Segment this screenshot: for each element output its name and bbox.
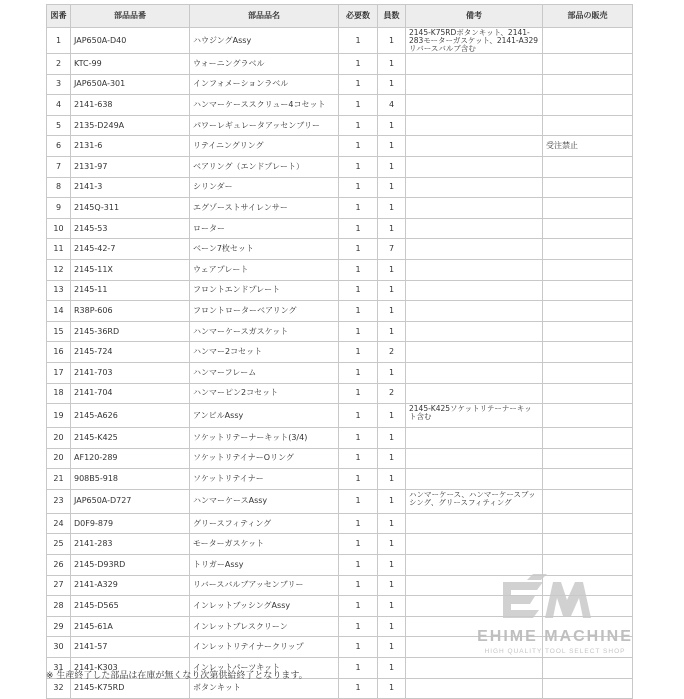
col-header-sale: 部品の販売 <box>543 5 633 28</box>
cell-quantity: 1 <box>378 259 406 280</box>
cell-required: 1 <box>339 136 378 157</box>
cell-sale <box>543 239 633 260</box>
cell-required: 1 <box>339 156 378 177</box>
cell-sale <box>543 513 633 534</box>
cell-sale <box>543 383 633 404</box>
cell-quantity: 1 <box>378 74 406 95</box>
cell-required: 1 <box>339 534 378 555</box>
cell-part-number: 2145-36RD <box>71 321 190 342</box>
cell-part-number: 2145-53 <box>71 218 190 239</box>
cell-quantity: 1 <box>378 534 406 555</box>
cell-required: 1 <box>339 28 378 54</box>
cell-sale <box>543 198 633 219</box>
cell-part-number: 2141-K303 <box>71 658 190 679</box>
cell-number: 3 <box>47 74 71 95</box>
cell-quantity: 1 <box>378 156 406 177</box>
cell-number: 4 <box>47 95 71 116</box>
col-header-part-name: 部品品名 <box>190 5 339 28</box>
cell-quantity: 1 <box>378 469 406 490</box>
cell-number: 25 <box>47 534 71 555</box>
cell-part-number: 2141-283 <box>71 534 190 555</box>
table-row <box>47 362 633 383</box>
cell-remarks <box>406 136 543 157</box>
cell-part-number: JAP650A-301 <box>71 74 190 95</box>
cell-remarks <box>406 54 543 75</box>
col-header-number: 図番 <box>47 5 71 28</box>
cell-quantity: 1 <box>378 404 406 428</box>
cell-quantity: 1 <box>378 115 406 136</box>
table-row <box>47 54 633 75</box>
cell-part-number: 2141-A329 <box>71 575 190 596</box>
table-row <box>47 198 633 219</box>
cell-part-name: ハンマーケースガスケット <box>190 321 339 342</box>
cell-part-number: 2131-97 <box>71 156 190 177</box>
cell-part-name: リテイニングリング <box>190 136 339 157</box>
cell-quantity: 1 <box>378 658 406 679</box>
cell-number: 31 <box>47 658 71 679</box>
cell-number: 19 <box>47 404 71 428</box>
cell-number: 8 <box>47 177 71 198</box>
cell-sale <box>543 177 633 198</box>
cell-sale <box>543 156 633 177</box>
cell-part-number: 2131-6 <box>71 136 190 157</box>
cell-remarks <box>406 678 543 699</box>
cell-number: 27 <box>47 575 71 596</box>
cell-remarks <box>406 156 543 177</box>
cell-remarks <box>406 362 543 383</box>
cell-remarks <box>406 448 543 469</box>
cell-sale <box>543 54 633 75</box>
cell-quantity: 1 <box>378 489 406 513</box>
cell-quantity: 1 <box>378 198 406 219</box>
cell-quantity: 1 <box>378 177 406 198</box>
cell-sale <box>543 301 633 322</box>
cell-required: 1 <box>339 678 378 699</box>
cell-remarks <box>406 95 543 116</box>
cell-part-number: R38P-606 <box>71 301 190 322</box>
cell-part-number: 2145-724 <box>71 342 190 363</box>
cell-part-number: 2145-K75RD <box>71 678 190 699</box>
cell-remarks <box>406 280 543 301</box>
cell-number: 17 <box>47 362 71 383</box>
cell-part-name: ハンマーピン2コセット <box>190 383 339 404</box>
cell-sale <box>543 74 633 95</box>
cell-remarks <box>406 342 543 363</box>
cell-required: 1 <box>339 404 378 428</box>
cell-quantity: 1 <box>378 428 406 449</box>
cell-quantity: 1 <box>378 596 406 617</box>
cell-required: 1 <box>339 489 378 513</box>
cell-part-name: ハウジングAssy <box>190 28 339 54</box>
cell-quantity: 2 <box>378 383 406 404</box>
table-row <box>47 534 633 555</box>
cell-required: 1 <box>339 428 378 449</box>
cell-number: 6 <box>47 136 71 157</box>
cell-part-name: ウォーニングラベル <box>190 54 339 75</box>
cell-part-number: 2141-703 <box>71 362 190 383</box>
cell-remarks <box>406 239 543 260</box>
cell-number: 1 <box>47 28 71 54</box>
cell-part-name: ボタンキット <box>190 678 339 699</box>
table-row <box>47 428 633 449</box>
cell-quantity: 4 <box>378 95 406 116</box>
cell-part-number: 2141-57 <box>71 637 190 658</box>
cell-part-number: 2141-638 <box>71 95 190 116</box>
cell-quantity: 1 <box>378 301 406 322</box>
cell-required: 1 <box>339 342 378 363</box>
cell-required: 1 <box>339 513 378 534</box>
table-row <box>47 301 633 322</box>
cell-sale <box>543 678 633 699</box>
cell-part-number: AF120-289 <box>71 448 190 469</box>
cell-number: 15 <box>47 321 71 342</box>
cell-part-name: ローター <box>190 218 339 239</box>
cell-part-number: D0F9-879 <box>71 513 190 534</box>
cell-quantity: 1 <box>378 678 406 699</box>
cell-sale <box>543 404 633 428</box>
cell-quantity: 1 <box>378 637 406 658</box>
cell-part-number: 2145-61A <box>71 616 190 637</box>
cell-required: 1 <box>339 616 378 637</box>
cell-sale <box>543 28 633 54</box>
cell-required: 1 <box>339 469 378 490</box>
cell-part-name: ソケットリテーナーキット(3/4) <box>190 428 339 449</box>
cell-required: 1 <box>339 54 378 75</box>
cell-remarks <box>406 177 543 198</box>
cell-required: 1 <box>339 362 378 383</box>
table-row <box>47 469 633 490</box>
cell-sale <box>543 95 633 116</box>
col-header-quantity: 員数 <box>378 5 406 28</box>
table-row <box>47 239 633 260</box>
brand-tagline: HIGH QUALITY TOOL SELECT SHOP <box>484 648 626 655</box>
col-header-remarks: 備考 <box>406 5 543 28</box>
cell-required: 1 <box>339 321 378 342</box>
cell-sale <box>543 321 633 342</box>
cell-sale <box>543 280 633 301</box>
cell-number: 28 <box>47 596 71 617</box>
cell-part-number: 2145-D93RD <box>71 555 190 576</box>
cell-part-number: 2145-11 <box>71 280 190 301</box>
cell-quantity: 1 <box>378 136 406 157</box>
cell-sale <box>543 469 633 490</box>
cell-quantity: 1 <box>378 28 406 54</box>
cell-quantity: 1 <box>378 362 406 383</box>
footnote: ※ 生産終了した部品は在庫が無くなり次第供給終了となります。 <box>46 671 308 681</box>
cell-part-name: ハンマーフレーム <box>190 362 339 383</box>
cell-remarks <box>406 555 543 576</box>
cell-number: 10 <box>47 218 71 239</box>
cell-part-number: JAP650A-D727 <box>71 489 190 513</box>
table-row <box>47 404 633 428</box>
cell-part-name: モーターガスケット <box>190 534 339 555</box>
cell-remarks <box>406 218 543 239</box>
table-row <box>47 321 633 342</box>
table-row <box>47 489 633 513</box>
table-row <box>47 513 633 534</box>
cell-remarks: ハンマーケース、ハンマーケースブッシング、グリースフィティング <box>406 489 543 513</box>
col-header-part-number: 部品品番 <box>71 5 190 28</box>
cell-number: 11 <box>47 239 71 260</box>
cell-remarks <box>406 301 543 322</box>
cell-required: 1 <box>339 95 378 116</box>
cell-sale <box>543 362 633 383</box>
cell-number: 13 <box>47 280 71 301</box>
table-row <box>47 342 633 363</box>
table-row <box>47 218 633 239</box>
cell-number: 32 <box>47 678 71 699</box>
cell-quantity: 1 <box>378 513 406 534</box>
cell-required: 1 <box>339 239 378 260</box>
cell-part-name: エグゾーストサイレンサー <box>190 198 339 219</box>
cell-part-number: 908B5-918 <box>71 469 190 490</box>
cell-part-name: インレットブッシングAssy <box>190 596 339 617</box>
cell-required: 1 <box>339 280 378 301</box>
cell-part-number: 2141-704 <box>71 383 190 404</box>
cell-part-number: 2145-D565 <box>71 596 190 617</box>
table-row <box>47 448 633 469</box>
cell-remarks: 2145-K75RDボタンキット、2141-283モーターガスケット、2141-A329リバースバルブ含む <box>406 28 543 54</box>
cell-number: 29 <box>47 616 71 637</box>
cell-part-name: ウェアプレート <box>190 259 339 280</box>
cell-remarks <box>406 469 543 490</box>
cell-part-number: KTC-99 <box>71 54 190 75</box>
cell-remarks <box>406 321 543 342</box>
cell-remarks <box>406 115 543 136</box>
cell-part-number: 2145-A626 <box>71 404 190 428</box>
cell-remarks: 2145-K425ソケットリテーナーキット含む <box>406 404 543 428</box>
cell-required: 1 <box>339 383 378 404</box>
cell-sale <box>543 555 633 576</box>
table-row <box>47 555 633 576</box>
cell-sale <box>543 259 633 280</box>
cell-number: 2 <box>47 54 71 75</box>
cell-quantity: 1 <box>378 321 406 342</box>
cell-part-number: JAP650A-D40 <box>71 28 190 54</box>
cell-part-name: フロントローターベアリング <box>190 301 339 322</box>
cell-number: 7 <box>47 156 71 177</box>
table-row <box>47 383 633 404</box>
cell-sale <box>543 448 633 469</box>
cell-part-number: 2145-42-7 <box>71 239 190 260</box>
cell-part-name: ハンマーケーススクリュー4コセット <box>190 95 339 116</box>
cell-required: 1 <box>339 177 378 198</box>
cell-required: 1 <box>339 575 378 596</box>
table-row <box>47 115 633 136</box>
brand-name: EHIME MACHINE <box>477 628 633 645</box>
cell-required: 1 <box>339 218 378 239</box>
cell-part-name: インレットリテイナークリップ <box>190 637 339 658</box>
watermark <box>467 574 643 664</box>
cell-part-name: インレットブレスクリーン <box>190 616 339 637</box>
table-header-row <box>47 5 633 28</box>
cell-remarks <box>406 74 543 95</box>
cell-required: 1 <box>339 637 378 658</box>
cell-remarks <box>406 198 543 219</box>
cell-required: 1 <box>339 448 378 469</box>
cell-part-name: ハンマー2コセット <box>190 342 339 363</box>
cell-part-name: ベアリング（エンドプレート） <box>190 156 339 177</box>
cell-number: 12 <box>47 259 71 280</box>
cell-quantity: 1 <box>378 555 406 576</box>
cell-quantity: 1 <box>378 54 406 75</box>
cell-part-name: グリースフィティング <box>190 513 339 534</box>
cell-sale <box>543 115 633 136</box>
cell-number: 9 <box>47 198 71 219</box>
cell-number: 16 <box>47 342 71 363</box>
cell-remarks <box>406 513 543 534</box>
table-row <box>47 259 633 280</box>
cell-quantity: 7 <box>378 239 406 260</box>
cell-sale <box>543 428 633 449</box>
cell-number: 18 <box>47 383 71 404</box>
cell-part-name: ソケットリテイナー <box>190 469 339 490</box>
cell-part-name: ベーン7枚セット <box>190 239 339 260</box>
table-row <box>47 95 633 116</box>
cell-part-name: ハンマーケースAssy <box>190 489 339 513</box>
cell-remarks <box>406 534 543 555</box>
cell-required: 1 <box>339 74 378 95</box>
cell-part-name: シリンダー <box>190 177 339 198</box>
cell-required: 1 <box>339 596 378 617</box>
cell-number: 5 <box>47 115 71 136</box>
cell-number: 20 <box>47 448 71 469</box>
cell-number: 24 <box>47 513 71 534</box>
cell-quantity: 1 <box>378 448 406 469</box>
brand-logo-icon <box>497 574 603 626</box>
cell-number: 21 <box>47 469 71 490</box>
cell-number: 26 <box>47 555 71 576</box>
cell-part-number: 2141-3 <box>71 177 190 198</box>
cell-sale <box>543 342 633 363</box>
cell-required: 1 <box>339 658 378 679</box>
table-row <box>47 136 633 157</box>
table-row <box>47 74 633 95</box>
cell-quantity: 2 <box>378 342 406 363</box>
table-row <box>47 678 633 699</box>
cell-sale <box>543 218 633 239</box>
cell-part-number: 2135-D249A <box>71 115 190 136</box>
cell-required: 1 <box>339 555 378 576</box>
cell-part-name: ソケットリテイナーOリング <box>190 448 339 469</box>
cell-part-number: 2145-K425 <box>71 428 190 449</box>
cell-required: 1 <box>339 259 378 280</box>
cell-part-number: 2145-11X <box>71 259 190 280</box>
table-row <box>47 280 633 301</box>
cell-sale: 受注禁止 <box>543 136 633 157</box>
cell-remarks <box>406 428 543 449</box>
cell-part-name: パワーレギュレータアッセンブリー <box>190 115 339 136</box>
cell-required: 1 <box>339 301 378 322</box>
cell-sale <box>543 534 633 555</box>
cell-quantity: 1 <box>378 218 406 239</box>
cell-quantity: 1 <box>378 575 406 596</box>
cell-part-name: インレットパーツキット <box>190 658 339 679</box>
table-row <box>47 28 633 54</box>
cell-part-name: フロントエンドプレート <box>190 280 339 301</box>
cell-part-number: 2145Q-311 <box>71 198 190 219</box>
col-header-required: 必要数 <box>339 5 378 28</box>
cell-quantity: 1 <box>378 616 406 637</box>
cell-part-name: リバースバルブアッセンブリー <box>190 575 339 596</box>
cell-number: 23 <box>47 489 71 513</box>
table-row <box>47 156 633 177</box>
cell-required: 1 <box>339 115 378 136</box>
cell-part-name: トリガーAssy <box>190 555 339 576</box>
cell-remarks <box>406 383 543 404</box>
cell-remarks <box>406 259 543 280</box>
table-row <box>47 177 633 198</box>
cell-number: 14 <box>47 301 71 322</box>
cell-number: 20 <box>47 428 71 449</box>
cell-part-name: インフォメーションラベル <box>190 74 339 95</box>
cell-sale <box>543 489 633 513</box>
cell-part-name: アンビルAssy <box>190 404 339 428</box>
cell-number: 30 <box>47 637 71 658</box>
cell-required: 1 <box>339 198 378 219</box>
cell-quantity: 1 <box>378 280 406 301</box>
